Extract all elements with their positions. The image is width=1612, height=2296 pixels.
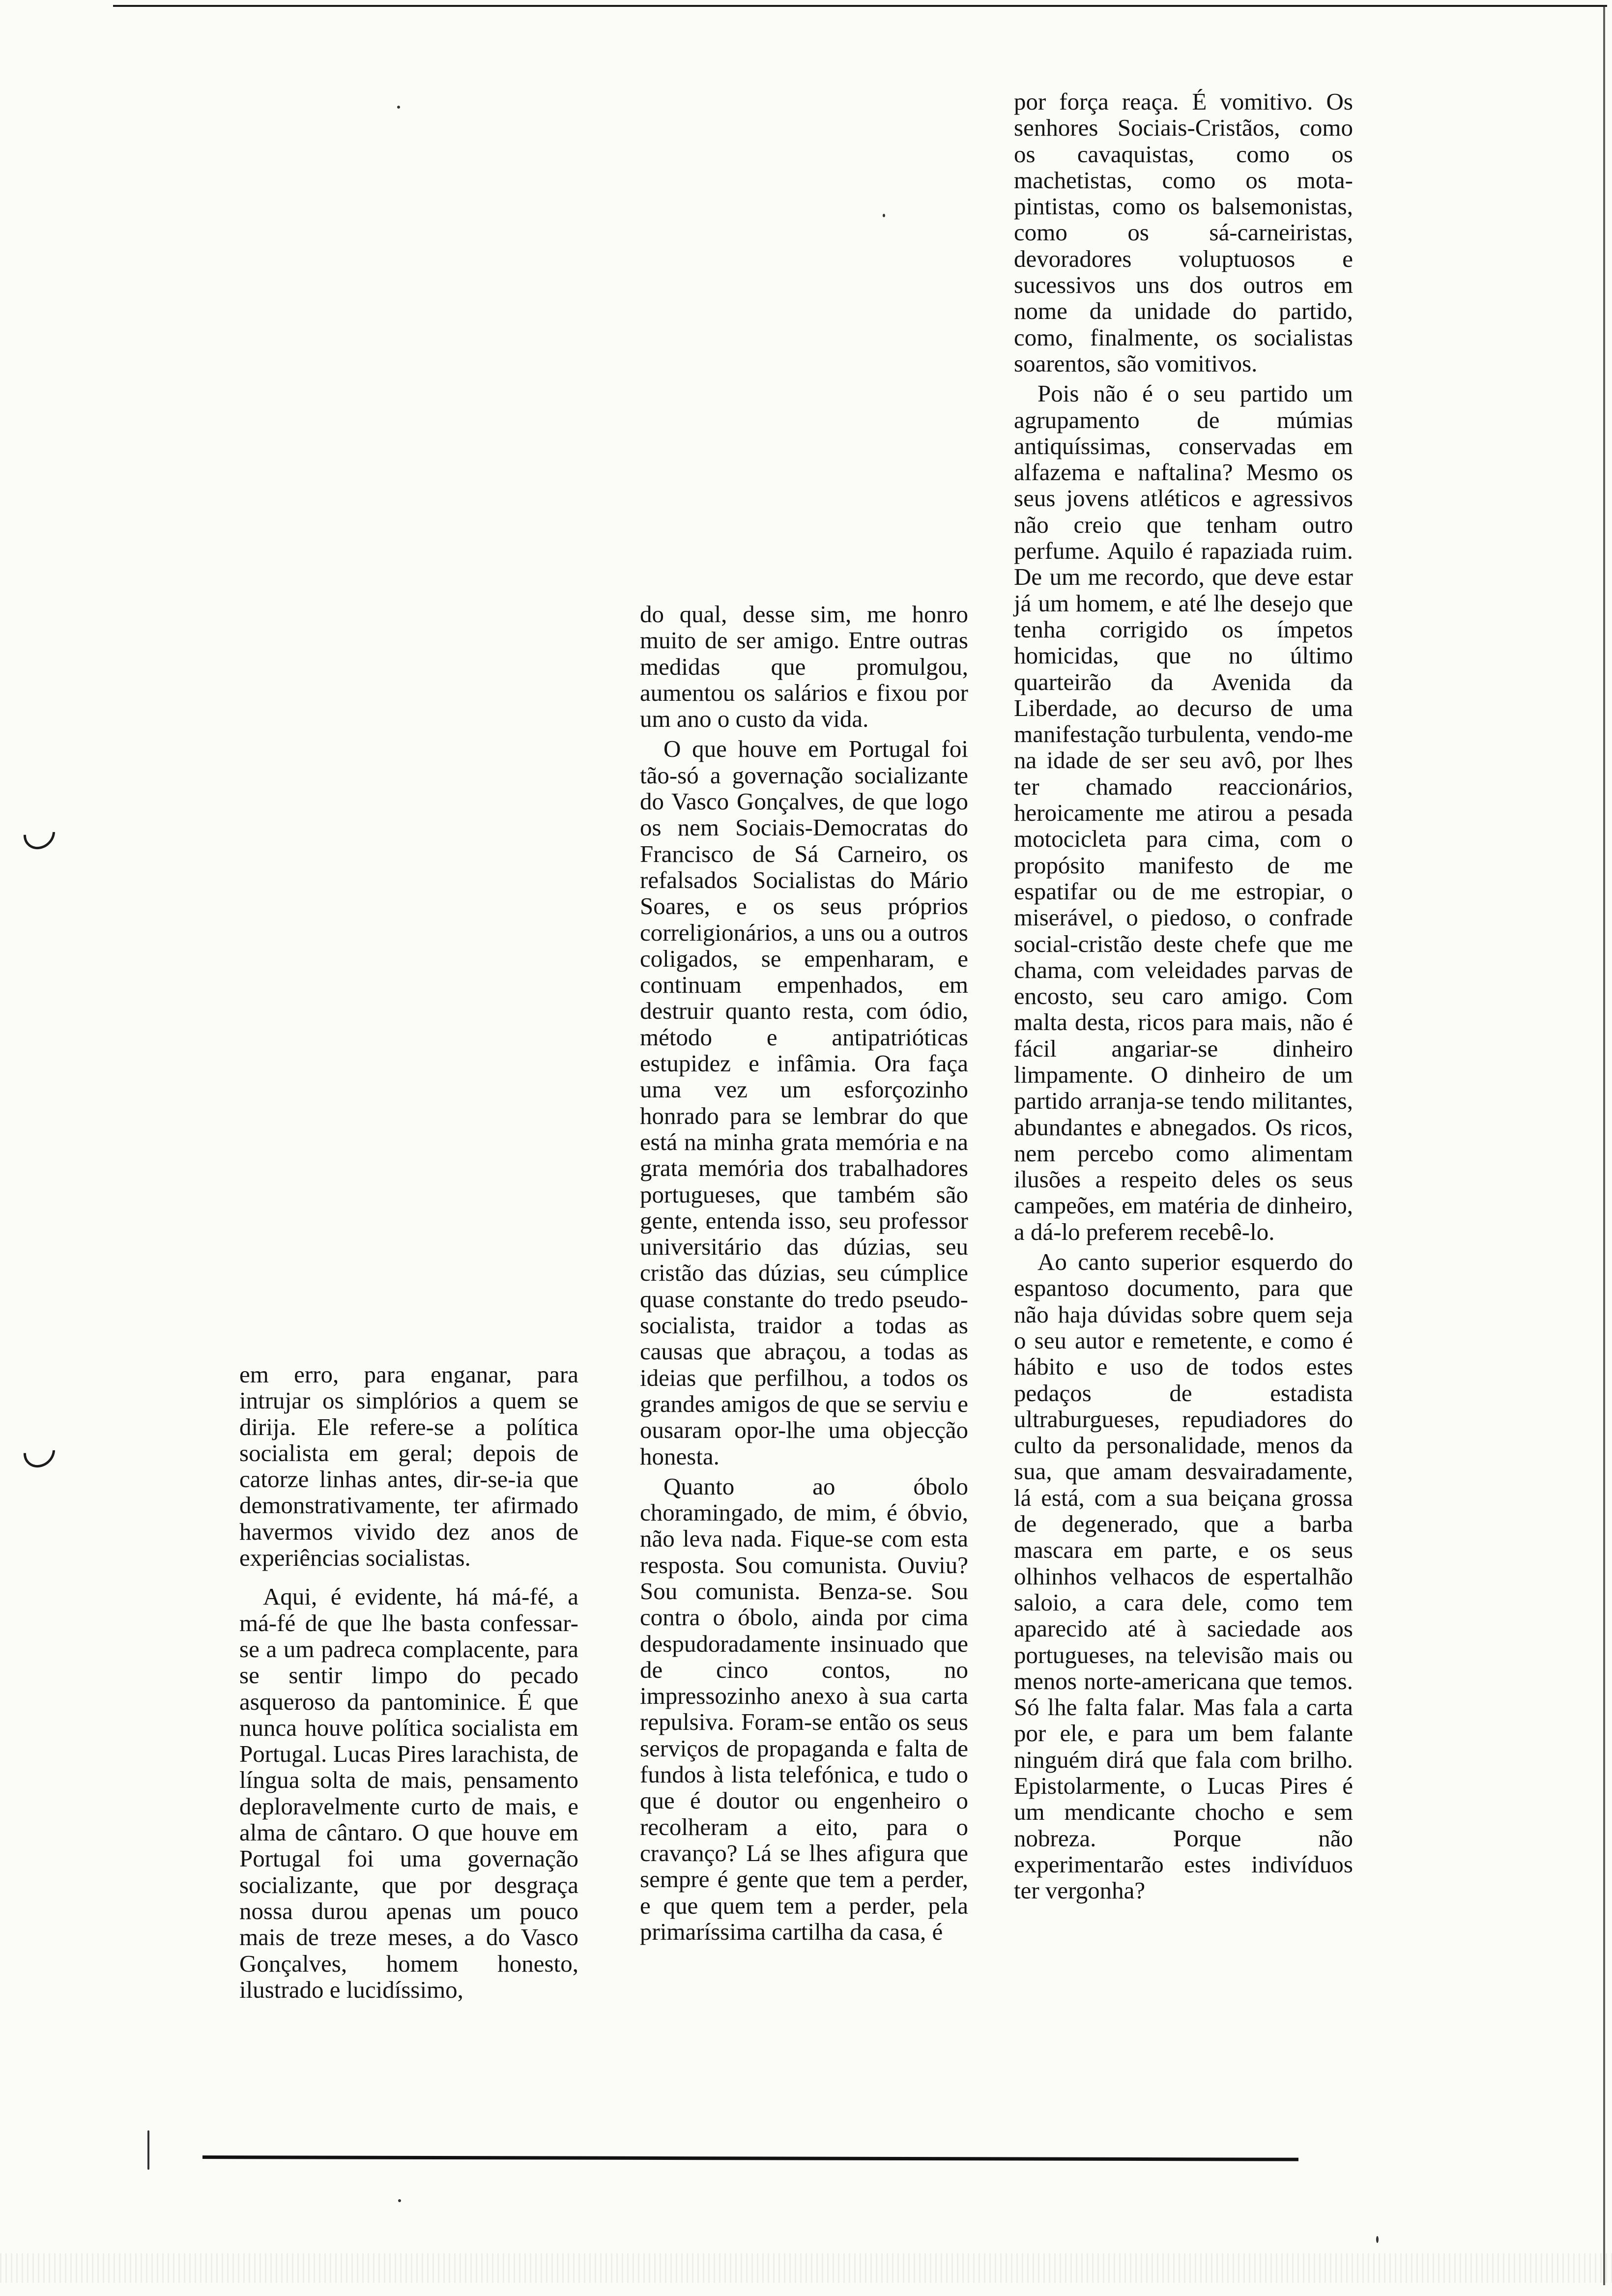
scan-speck (397, 106, 400, 109)
scan-speck (147, 2130, 149, 2170)
page-right-edge (1603, 5, 1605, 2285)
page-top-edge (113, 5, 1607, 7)
article-paragraph: Ao canto superior esquerdo do espantoso documento, para que não haja dúvidas sobre quem seja o seu autor e remetente, e como é hábito e uso de todos estes pedaços de estadista ultraburgueses, repudiadores do culto da personalidade, menos da sua, que amam desvairadamente, lá está, com a sua beiçana grossa de degenerado, que a barba mascara em parte, e os seus olhinhos velhacos de espertalhão saloio, a cara dele, como tem aparecido até à saciedade aos portugueses, na televisão mais ou menos norte-americana que temos. Só lhe falta falar. Mas fala a carta por ele, e para um bem falante ninguém dirá que fala com brilho. Epistolarmente, o Lucas Pires é um mendicante chocho e sem nobreza. Porque não experimentarão estes indivíduos ter vergonha? (1014, 1248, 1353, 1904)
scan-speck (883, 214, 885, 217)
column-end-rule (202, 2155, 1298, 2161)
binder-hole-mark (17, 1430, 62, 1474)
scan-speck (398, 2199, 401, 2202)
article-column-3 (1014, 88, 1353, 1903)
article-paragraph: Quanto ao óbolo choramingado, de mim, é óbvio, não leva nada. Fique-se com esta resposta. Sou comunista. Ouviu? Sou comunista. Benza-se. Sou contra o óbolo, ainda por cima despudoradamente insinuado que de cinco contos, no impressozinho anexo à sua carta repulsiva. Foram-se então os seus serviços de propaganda e falta de fundos à lista telefónica, e tudo o que é doutor ou engenheiro o recolheram a eito, para o cravanço? Lá se lhes afigura que sempre é gente que tem a perder, e que quem tem a perder, pela primaríssima cartilha da casa, é (640, 1472, 968, 1945)
article-paragraph: Aqui, é evidente, há má-fé, a má-fé de que lhe basta confessar-se a um padreca complacente, para se sentir limpo do pecado asqueroso da pantominice. É que nunca houve política socialista em Portugal. Lucas Pires larachista, de língua solta de mais, pensamento deploravelmente curto de mais, e alma de cântaro. O que houve em Portugal foi uma governação socializante, que por desgraça nossa durou apenas um pouco mais de treze meses, a do Vasco Gonçalves, homem honesto, ilustrado e lucidíssimo, (239, 1583, 578, 2003)
binder-hole-mark (17, 811, 62, 856)
article-paragraph: O que houve em Portugal foi tão-só a governação socializante do Vasco Gonçalves, de que logo os nem Sociais-Democratas do Francisco de Sá Carneiro, os refalsados Socialistas do Mário Soares, e os seus próprios correligionários, a uns ou a outros coligados, se empenharam, e continuam empenhados, em destruir quanto resta, com ódio, método e antipatrióticas estupidez e infâmia. Ora faça uma vez um esforçozinho honrado para se lembrar do que está na minha grata memória e na grata memória dos trabalhadores portugueses, que também são gente, entenda isso, seu professor universitário das dúzias, seu cristão das dúzias, seu cúmplice quase constante do tredo pseudo-socialista, traidor a todas as causas que abraçou, a todas as ideias que perfilhou, a todos os grandes amigos de que se serviu e ousaram opor-lhe uma objecção honesta. (640, 735, 968, 1470)
article-paragraph: Pois não é o seu partido um agrupamento de múmias antiquíssimas, conservadas em alfazema e naftalina? Mesmo os seus jovens atléticos e agressivos não creio que tenham outro perfume. Aquilo é rapaziada ruim. De um me recordo, que deve estar já um homem, e até lhe desejo que tenha corrigido os ímpetos homicidas, que no último quarteirão da Avenida da Liberdade, ao decurso de uma manifestação turbulenta, vendo-me na idade de ser seu avô, por lhes ter chamado reaccionários, heroicamente me atirou a pesada motocicleta para cima, com o propósito manifesto de me espatifar ou de me estropiar, o miserável, o piedoso, o confrade social-cristão deste chefe que me chama, com veleidades parvas de encosto, seu caro amigo. Com malta desta, ricos para mais, não é fácil angariar-se dinheiro limpamente. O dinheiro de um partido arranja-se tendo militantes, abundantes e abnegados. Os ricos, nem percebo como alimentam ilusões a respeito deles os seus campeões, em matéria de dinheiro, a dá-lo preferem recebê-lo. (1014, 380, 1353, 1245)
article-paragraph: em erro, para enganar, para intrujar os simplórios a quem se dirija. Ele refere-se a política socialista em geral; depois de catorze linhas antes, dir-se-ia que demonstrativamente, ter afirmado havermos vivido dez anos de experiências socialistas. (239, 1361, 578, 1572)
article-column-2 (640, 601, 968, 1945)
article-paragraph: do qual, desse sim, me honro muito de ser amigo. Entre outras medidas que promulgou, aumentou os salários e fixou por um ano o custo da vida. (640, 601, 968, 733)
scan-noise-strip (0, 2253, 1612, 2283)
scan-speck (1376, 2236, 1379, 2243)
article-paragraph: por força reaça. É vomitivo. Os senhores Sociais-Cristãos, como os cavaquistas, como os machetistas, como os mota-pintistas, como os balsemonistas, como os sá-carneiristas, devoradores voluptuosos e sucessivos uns dos outros em nome da unidade do partido, como, finalmente, os socialistas soarentos, são vomitivos. (1014, 88, 1353, 377)
article-column-1 (239, 1361, 578, 2003)
